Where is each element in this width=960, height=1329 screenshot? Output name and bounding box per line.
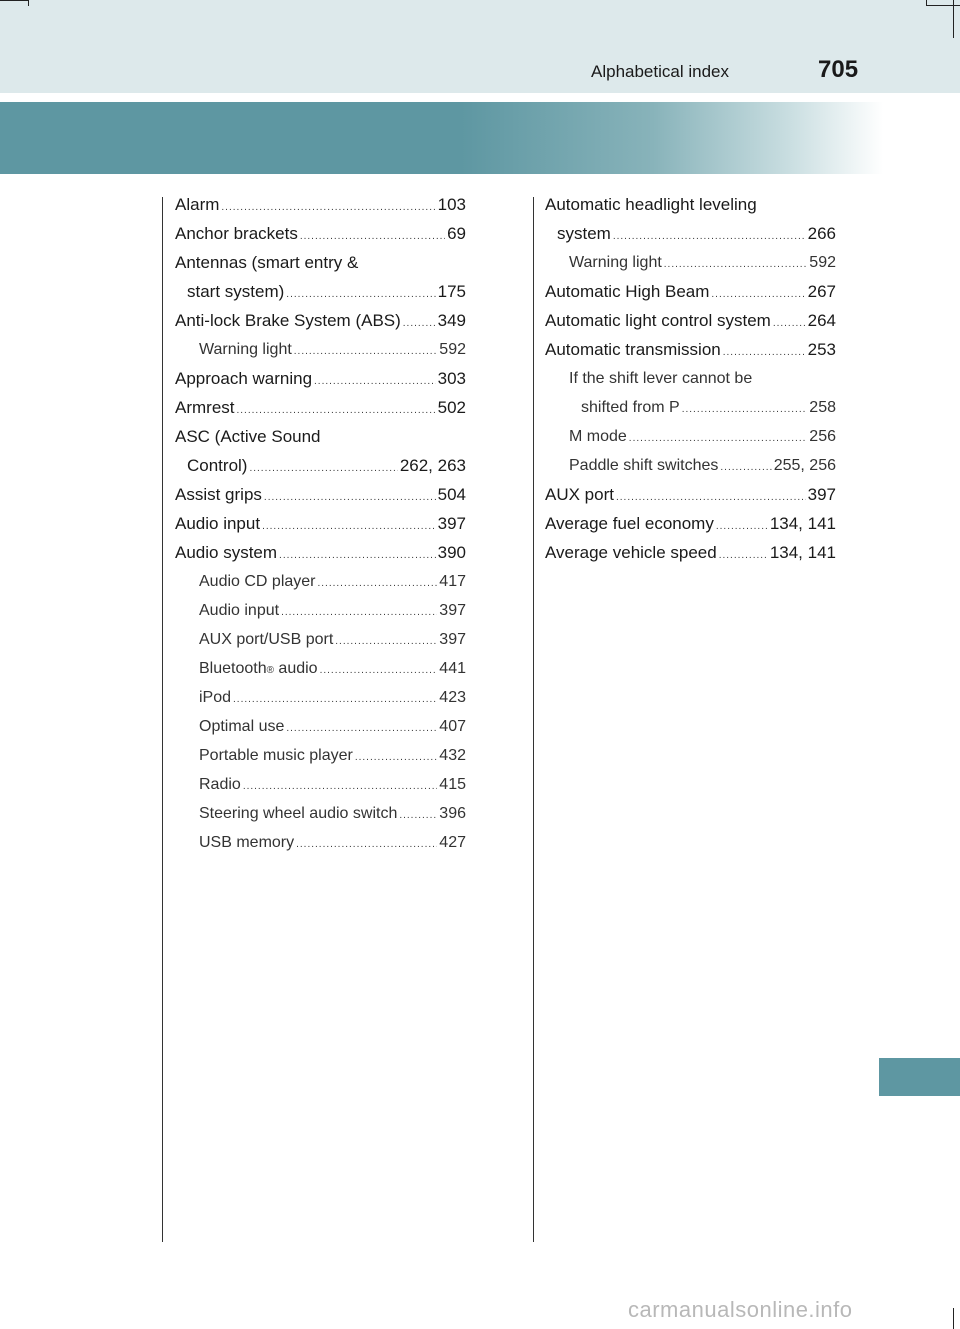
- page-reference[interactable]: 592: [439, 341, 466, 358]
- page-reference[interactable]: 441: [439, 660, 466, 677]
- entry-label: Audio CD player: [199, 573, 316, 590]
- entry-label: Assist grips: [175, 485, 262, 504]
- section-title: Alphabetical index: [591, 62, 729, 81]
- index-entry: [545, 190, 836, 219]
- index-entry: [175, 422, 466, 451]
- index-entry: [175, 480, 466, 509]
- column-rule-right: [533, 197, 534, 1242]
- index-entry: [175, 712, 466, 741]
- entry-label: Anchor brackets: [175, 224, 298, 243]
- dot-leader: [249, 454, 397, 483]
- page-reference[interactable]: 253: [807, 340, 836, 359]
- entry-label: Automatic headlight leveling: [545, 195, 757, 214]
- entry-label: Bluetooth: [199, 660, 267, 677]
- index-entry: [175, 451, 466, 480]
- page-reference[interactable]: 397: [807, 485, 836, 504]
- index-entry: [175, 741, 466, 770]
- index-entry: [175, 364, 466, 393]
- page-reference[interactable]: 255, 256: [773, 457, 836, 474]
- dot-leader: [629, 424, 808, 453]
- index-column-left: [175, 190, 466, 857]
- gradient-band: [0, 102, 960, 174]
- entry-label: Anti-lock Brake System (ABS): [175, 311, 401, 330]
- dot-leader: [281, 598, 437, 627]
- index-entry: [175, 596, 466, 625]
- page-reference[interactable]: 266: [807, 224, 836, 243]
- index-entry: [545, 248, 836, 277]
- page-reference[interactable]: 264: [807, 311, 836, 330]
- crop-mark: [953, 0, 954, 38]
- dot-leader: [300, 222, 445, 251]
- page-reference[interactable]: 415: [439, 776, 466, 793]
- entry-label: Paddle shift switches: [569, 457, 719, 474]
- index-entry: [545, 509, 836, 538]
- index-entry: [175, 248, 466, 277]
- page-reference[interactable]: 103: [437, 195, 466, 214]
- index-entry: [545, 219, 836, 248]
- entry-label: AUX port: [545, 485, 614, 504]
- index-entry: [545, 277, 836, 306]
- index-entry: [175, 393, 466, 422]
- entry-label: ASC (Active Sound: [175, 427, 321, 446]
- dot-leader: [286, 280, 435, 309]
- page-reference[interactable]: 175: [437, 282, 466, 301]
- index-entry: [545, 422, 836, 451]
- entry-label: Approach warning: [175, 369, 313, 388]
- entry-label: Automatic light control system: [545, 311, 771, 330]
- entry-label: Audio input: [175, 514, 261, 533]
- dot-leader: [613, 222, 806, 251]
- dot-leader: [296, 830, 437, 859]
- page-reference[interactable]: 267: [807, 282, 836, 301]
- dot-leader: [294, 337, 438, 366]
- dot-leader: [314, 367, 436, 396]
- entry-label: Audio system: [175, 543, 278, 562]
- dot-leader: [682, 395, 808, 424]
- page-reference[interactable]: 349: [437, 311, 466, 330]
- entry-label: Warning light: [569, 254, 662, 271]
- dot-leader: [264, 483, 436, 512]
- page-reference[interactable]: 432: [439, 747, 466, 764]
- dot-leader: [664, 250, 808, 279]
- page-reference[interactable]: 407: [439, 718, 466, 735]
- crop-mark: [0, 0, 28, 1]
- page-reference[interactable]: 134, 141: [769, 543, 836, 562]
- index-entry: [545, 335, 836, 364]
- index-entry: [545, 364, 836, 393]
- entry-label: Steering wheel audio switch: [199, 805, 398, 822]
- entry-label: Control): [187, 456, 248, 475]
- entry-label: iPod: [199, 689, 232, 706]
- page-reference[interactable]: 256: [809, 428, 836, 445]
- page-number: 705: [818, 56, 859, 83]
- dot-leader: [711, 280, 805, 309]
- dot-leader: [403, 309, 436, 338]
- index-entry: [175, 306, 466, 335]
- page-reference[interactable]: 427: [439, 834, 466, 851]
- index-entry: [175, 828, 466, 857]
- page-reference[interactable]: 258: [809, 399, 836, 416]
- index-entry: [175, 567, 466, 596]
- index-entry: [175, 335, 466, 364]
- entry-label: Armrest: [175, 398, 235, 417]
- index-column-right: [545, 190, 836, 567]
- dot-leader: [262, 512, 436, 541]
- header-band: [0, 0, 960, 93]
- dot-leader: [233, 685, 437, 714]
- dot-leader: [243, 772, 437, 801]
- dot-leader: [773, 309, 806, 338]
- entry-label: Warning light: [199, 341, 292, 358]
- entry-label: Radio: [199, 776, 241, 793]
- index-entry: [175, 625, 466, 654]
- dot-leader: [616, 483, 806, 512]
- entry-label: Audio input: [199, 602, 280, 619]
- page-reference[interactable]: 423: [439, 689, 466, 706]
- page-reference[interactable]: 134, 141: [769, 514, 836, 533]
- entry-label: Alarm: [175, 195, 220, 214]
- entry-label: AUX port/USB port: [199, 631, 334, 648]
- section-tab: [879, 1058, 960, 1096]
- dot-leader: [719, 541, 768, 570]
- index-entry: [545, 538, 836, 567]
- index-entry: [175, 509, 466, 538]
- index-entry: [545, 393, 836, 422]
- index-entry: [175, 538, 466, 567]
- crop-mark: [28, 0, 29, 6]
- index-entry: [175, 277, 466, 306]
- entry-label: Optimal use: [199, 718, 285, 735]
- entry-label: Antennas (smart entry &: [175, 253, 359, 272]
- dot-leader: [320, 656, 438, 685]
- crop-mark: [926, 5, 960, 6]
- entry-label: If the shift lever cannot be: [569, 370, 753, 387]
- dot-leader: [279, 541, 436, 570]
- page-reference[interactable]: 390: [437, 543, 466, 562]
- index-entry: [175, 190, 466, 219]
- entry-label: M mode: [569, 428, 627, 445]
- dot-leader: [720, 453, 771, 482]
- index-entry: [545, 451, 836, 480]
- page-reference[interactable]: 397: [439, 602, 466, 619]
- page-reference[interactable]: 262, 263: [399, 456, 466, 475]
- index-entry: Bluetooth ® audio ..... 441: [175, 654, 466, 683]
- dot-leader: [335, 627, 437, 656]
- page-reference[interactable]: 397: [439, 631, 466, 648]
- page-reference[interactable]: 592: [809, 254, 836, 271]
- entry-label: start system): [187, 282, 285, 301]
- page-reference[interactable]: 502: [437, 398, 466, 417]
- dot-leader: [237, 396, 436, 425]
- entry-label-suffix: audio: [273, 660, 318, 677]
- entry-label: system: [557, 224, 611, 243]
- column-rule-left: [162, 197, 163, 1242]
- entry-label: Portable music player: [199, 747, 353, 764]
- dot-leader: [399, 801, 437, 830]
- watermark: carmanualsonline.info: [628, 1297, 853, 1322]
- index-entry: [175, 799, 466, 828]
- page-reference[interactable]: 417: [439, 573, 466, 590]
- index-entry: [545, 306, 836, 335]
- dot-leader: [723, 338, 806, 367]
- crop-mark: [953, 1308, 954, 1329]
- index-entry: [175, 683, 466, 712]
- entry-label: Average vehicle speed: [545, 543, 717, 562]
- entry-label: Automatic High Beam: [545, 282, 710, 301]
- index-entry: [175, 219, 466, 248]
- index-entry: [175, 770, 466, 799]
- page-reference[interactable]: 504: [437, 485, 466, 504]
- dot-leader: [355, 743, 437, 772]
- page-reference[interactable]: 303: [437, 369, 466, 388]
- page-reference[interactable]: 396: [439, 805, 466, 822]
- page-reference[interactable]: 397: [437, 514, 466, 533]
- dot-leader: [221, 193, 435, 222]
- dot-leader: [716, 512, 768, 541]
- dot-leader: [286, 714, 437, 743]
- page-reference[interactable]: 69: [447, 224, 466, 243]
- dot-leader: [318, 569, 438, 598]
- entry-label: shifted from P: [581, 399, 680, 416]
- entry-label: USB memory: [199, 834, 295, 851]
- index-entry: [545, 480, 836, 509]
- entry-label: Automatic transmission: [545, 340, 721, 359]
- entry-label: Average fuel economy: [545, 514, 714, 533]
